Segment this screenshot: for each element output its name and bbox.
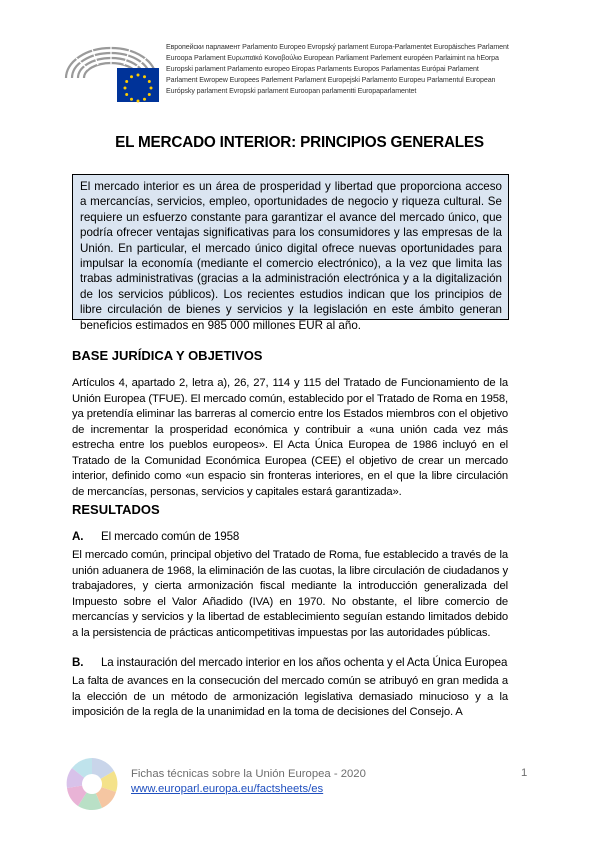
subsection-title: El mercado común de 1958	[101, 530, 240, 543]
subsection-a-heading	[72, 530, 522, 543]
european-parliament-logo	[62, 38, 160, 104]
section-heading-results: RESULTADOS	[72, 502, 160, 517]
parliament-names-line: Европейски парламент Parlamento Europeo Evropský parlament Europa-Parlamentet Europäisches Parlament	[166, 43, 509, 51]
factsheet-footer-logo	[64, 756, 120, 812]
summary-box: El mercado interior es un área de prosperidad y libertad que proporciona acceso a mercancías, servicios, empleo, oportunidades de negocio y riqueza cultural. Se requiere un esfuerzo constante para garantizar el avance del mercado único, que podría ofrecer ventajas significativas para los consumidores y las empresas de la Unión. En particular, el mercado único digital ofrece nuevas oportunidades para impulsar la economía (mediante el comercio electrónico), a la vez que limita las trabas administrativas (gracias a la administración electrónica y a la digitalización de los servicios públicos). Los recientes estudios indican que los principios de libre circulación de bienes y servicios y la legislación en este ámbito generan beneficios estimados en 985 000 millones EUR al año.	[72, 174, 509, 320]
page-number: 1	[521, 767, 528, 779]
document-title: EL MERCADO INTERIOR: PRINCIPIOS GENERALES	[115, 134, 484, 151]
footer-link[interactable]: www.europarl.europa.eu/factsheets/es	[131, 783, 324, 795]
subsection-letter: B.	[72, 656, 84, 669]
subsection-title: La instauración del mercado interior en los años ochenta y el Acta Única Europea	[101, 656, 508, 669]
subsection-b-paragraph: La falta de avances en la consecución del mercado común se atribuyó en gran medida a la elección de un método de armonización legislativa demasiado minucioso y a la imposición de la regla de la unanimidad en la toma de decisiones del Consejo. A	[72, 675, 508, 718]
parliament-names-multilingual	[166, 42, 566, 97]
subsection-letter: A.	[72, 530, 84, 543]
parliament-names-line: Europski parlament Parlamento europeo Eiropas Parlaments Europos Parlamentas Európai Parlament	[166, 64, 479, 73]
section-heading-legal-basis: BASE JURÍDICA Y OBJETIVOS	[72, 348, 263, 363]
footer	[131, 767, 366, 797]
parliament-names-line: Parlament Ewropew Europees Parlement Parlament Europejski Parlamento Europeu Parlamentul European	[166, 75, 496, 84]
legal-basis-paragraph: Artículos 4, apartado 2, letra a), 26, 27, 114 y 115 del Tratado de Funcionamiento de la Unión Europea (TFUE). El mercado común, establecido por el Tratado de Roma en 1958, ya pretendía eliminar las barreras al comercio entre los Estados miembros con el objetivo de incrementar la prosperidad económica y contribuir a «una unión cada vez más estrecha entre los pueblos europeos». El Acta Única Europea de 1986 incluyó en el Tratado de la Comunidad Económica Europea (CEE) el objetivo de crear un mercado interior, definido como «un espacio sin fronteras interiores, en el que la libre circulación de mercancías, personas, servicios y capitales estará garantizada».	[72, 377, 508, 498]
footer-series: Fichas técnicas sobre la Unión Europea - 2020	[131, 768, 366, 780]
subsection-a-paragraph: El mercado común, principal objetivo del Tratado de Roma, fue establecido a través de la unión aduanera de 1968, la eliminación de las cuotas, la libre circulación de ciudadanos y trabajadores, y cierta armonización fiscal mediante la introducción generalizada del Impuesto sobre el Valor Añadido (IVA) en 1970. No obstante, el libre comercio de mercancías y servicios y la libertad de establecimiento seguían estando limitados debido a la persistencia de prácticas anticompetitivas impuestas por las autoridades públicas.	[72, 549, 508, 639]
parliament-names-line: Euroopa Parlament Ευρωπαϊκό Κοινοβούλιο European Parliament Parlement européen Parlaimint na hEorpa	[166, 53, 499, 62]
parliament-names-line: Európsky parlament Evropski parlament Euroopan parlamentti Europaparlamentet	[166, 86, 417, 95]
subsection-b-heading	[72, 656, 522, 669]
